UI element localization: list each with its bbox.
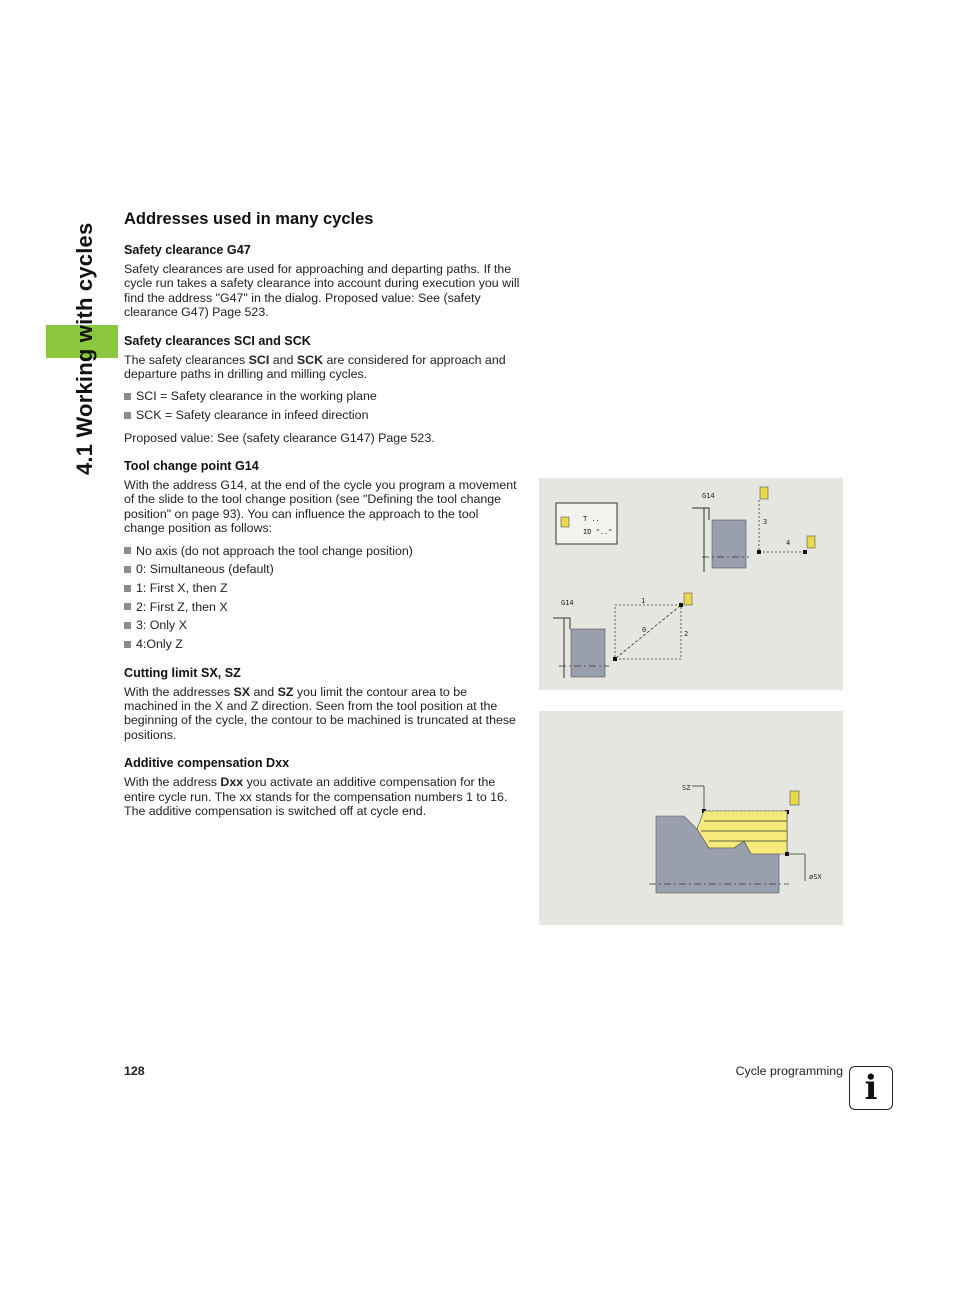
- tool-icon: [807, 536, 815, 548]
- bullet-square-icon: [124, 603, 131, 610]
- tool-icon: [790, 791, 799, 805]
- section-title: Addresses used in many cycles: [124, 210, 374, 228]
- g14-label-top: G14: [702, 492, 715, 500]
- footer-chapter: Cycle programming: [735, 1064, 843, 1078]
- tool-icon: [760, 487, 768, 499]
- box-tool-line: T ..: [583, 515, 600, 523]
- additive-heading: Additive compensation Dxx: [124, 756, 290, 771]
- sci-sck-proposed: Proposed value: See (safety clearance G147) Page 523.: [124, 430, 435, 445]
- list-item: SCK = Safety clearance in infeed direction: [124, 408, 520, 422]
- g14-heading: Tool change point G14: [124, 458, 259, 473]
- cutting-limit-figure: [539, 711, 843, 925]
- cutting-limit-heading: Cutting limit SX, SZ: [124, 665, 241, 680]
- bullet-square-icon: [124, 622, 131, 629]
- g14-body: With the address G14, at the end of the cycle you program a movement of the slide to the tool change position (see "Defining the tool change position" on page 93). You can influence the approach to the tool change position as follows:: [124, 477, 517, 536]
- tool-change-figure: [539, 478, 843, 690]
- bullet-square-icon: [124, 393, 131, 400]
- sci-sck-heading: Safety clearances SCI and SCK: [124, 333, 311, 348]
- bullet-square-icon: [124, 641, 131, 648]
- list-item: 4:Only Z: [124, 637, 520, 651]
- page-number: 128: [124, 1064, 145, 1078]
- additive-body: With the address Dxx you activate an additive compensation for the entire cycle run. The xx stands for the compensation numbers 1 to 16. The additive compensation is switched off at cycle end.: [124, 775, 508, 818]
- g14-list: [124, 544, 520, 652]
- box-id-line: ID "..": [583, 528, 613, 536]
- bullet-square-icon: [124, 412, 131, 419]
- sx-label: øSX: [809, 873, 822, 881]
- label-3: 3: [763, 518, 768, 526]
- list-item: SCI = Safety clearance in the working plane: [124, 389, 520, 403]
- bullet-square-icon: [124, 585, 131, 592]
- info-icon: i: [849, 1066, 893, 1110]
- cutting-limit-body: With the addresses SX and SZ you limit the contour area to be machined in the X and Z direction. Seen from the tool position at the beginning of the cycle, the contour to be machined is truncated at these positions.: [124, 684, 516, 742]
- list-item: 3: Only X: [124, 618, 520, 632]
- list-item: No axis (do not approach the tool change position): [124, 544, 520, 558]
- label-0: 0: [642, 626, 647, 634]
- sci-sck-intro: The safety clearances SCI and SCK are considered for approach and departure paths in drilling and milling cycles.: [124, 352, 506, 382]
- label-2: 2: [684, 630, 689, 638]
- sz-label: SZ: [682, 784, 691, 792]
- tool-icon: [684, 593, 692, 605]
- chapter-side-title: 4.1 Working with cycles: [72, 222, 97, 475]
- bullet-square-icon: [124, 547, 131, 554]
- g47-heading: Safety clearance G47: [124, 243, 251, 257]
- label-1: 1: [641, 597, 646, 605]
- sci-sck-list: [124, 389, 520, 422]
- list-item: 0: Simultaneous (default): [124, 562, 520, 576]
- main-content: [124, 210, 520, 826]
- cutting-limit-diagram: [539, 711, 843, 925]
- list-item: 1: First X, then Z: [124, 581, 520, 595]
- list-item: 2: First Z, then X: [124, 600, 520, 614]
- g14-label-left: G14: [561, 599, 574, 607]
- tool-change-diagram: [539, 478, 843, 690]
- label-4: 4: [786, 539, 791, 547]
- g47-body: Safety clearances are used for approaching and departing paths. If the cycle run takes a safety clearance into account during execution you will find the address "G47" in the dialog. Proposed value: See (safety clearance G47) Page 523.: [124, 262, 520, 320]
- bullet-square-icon: [124, 566, 131, 573]
